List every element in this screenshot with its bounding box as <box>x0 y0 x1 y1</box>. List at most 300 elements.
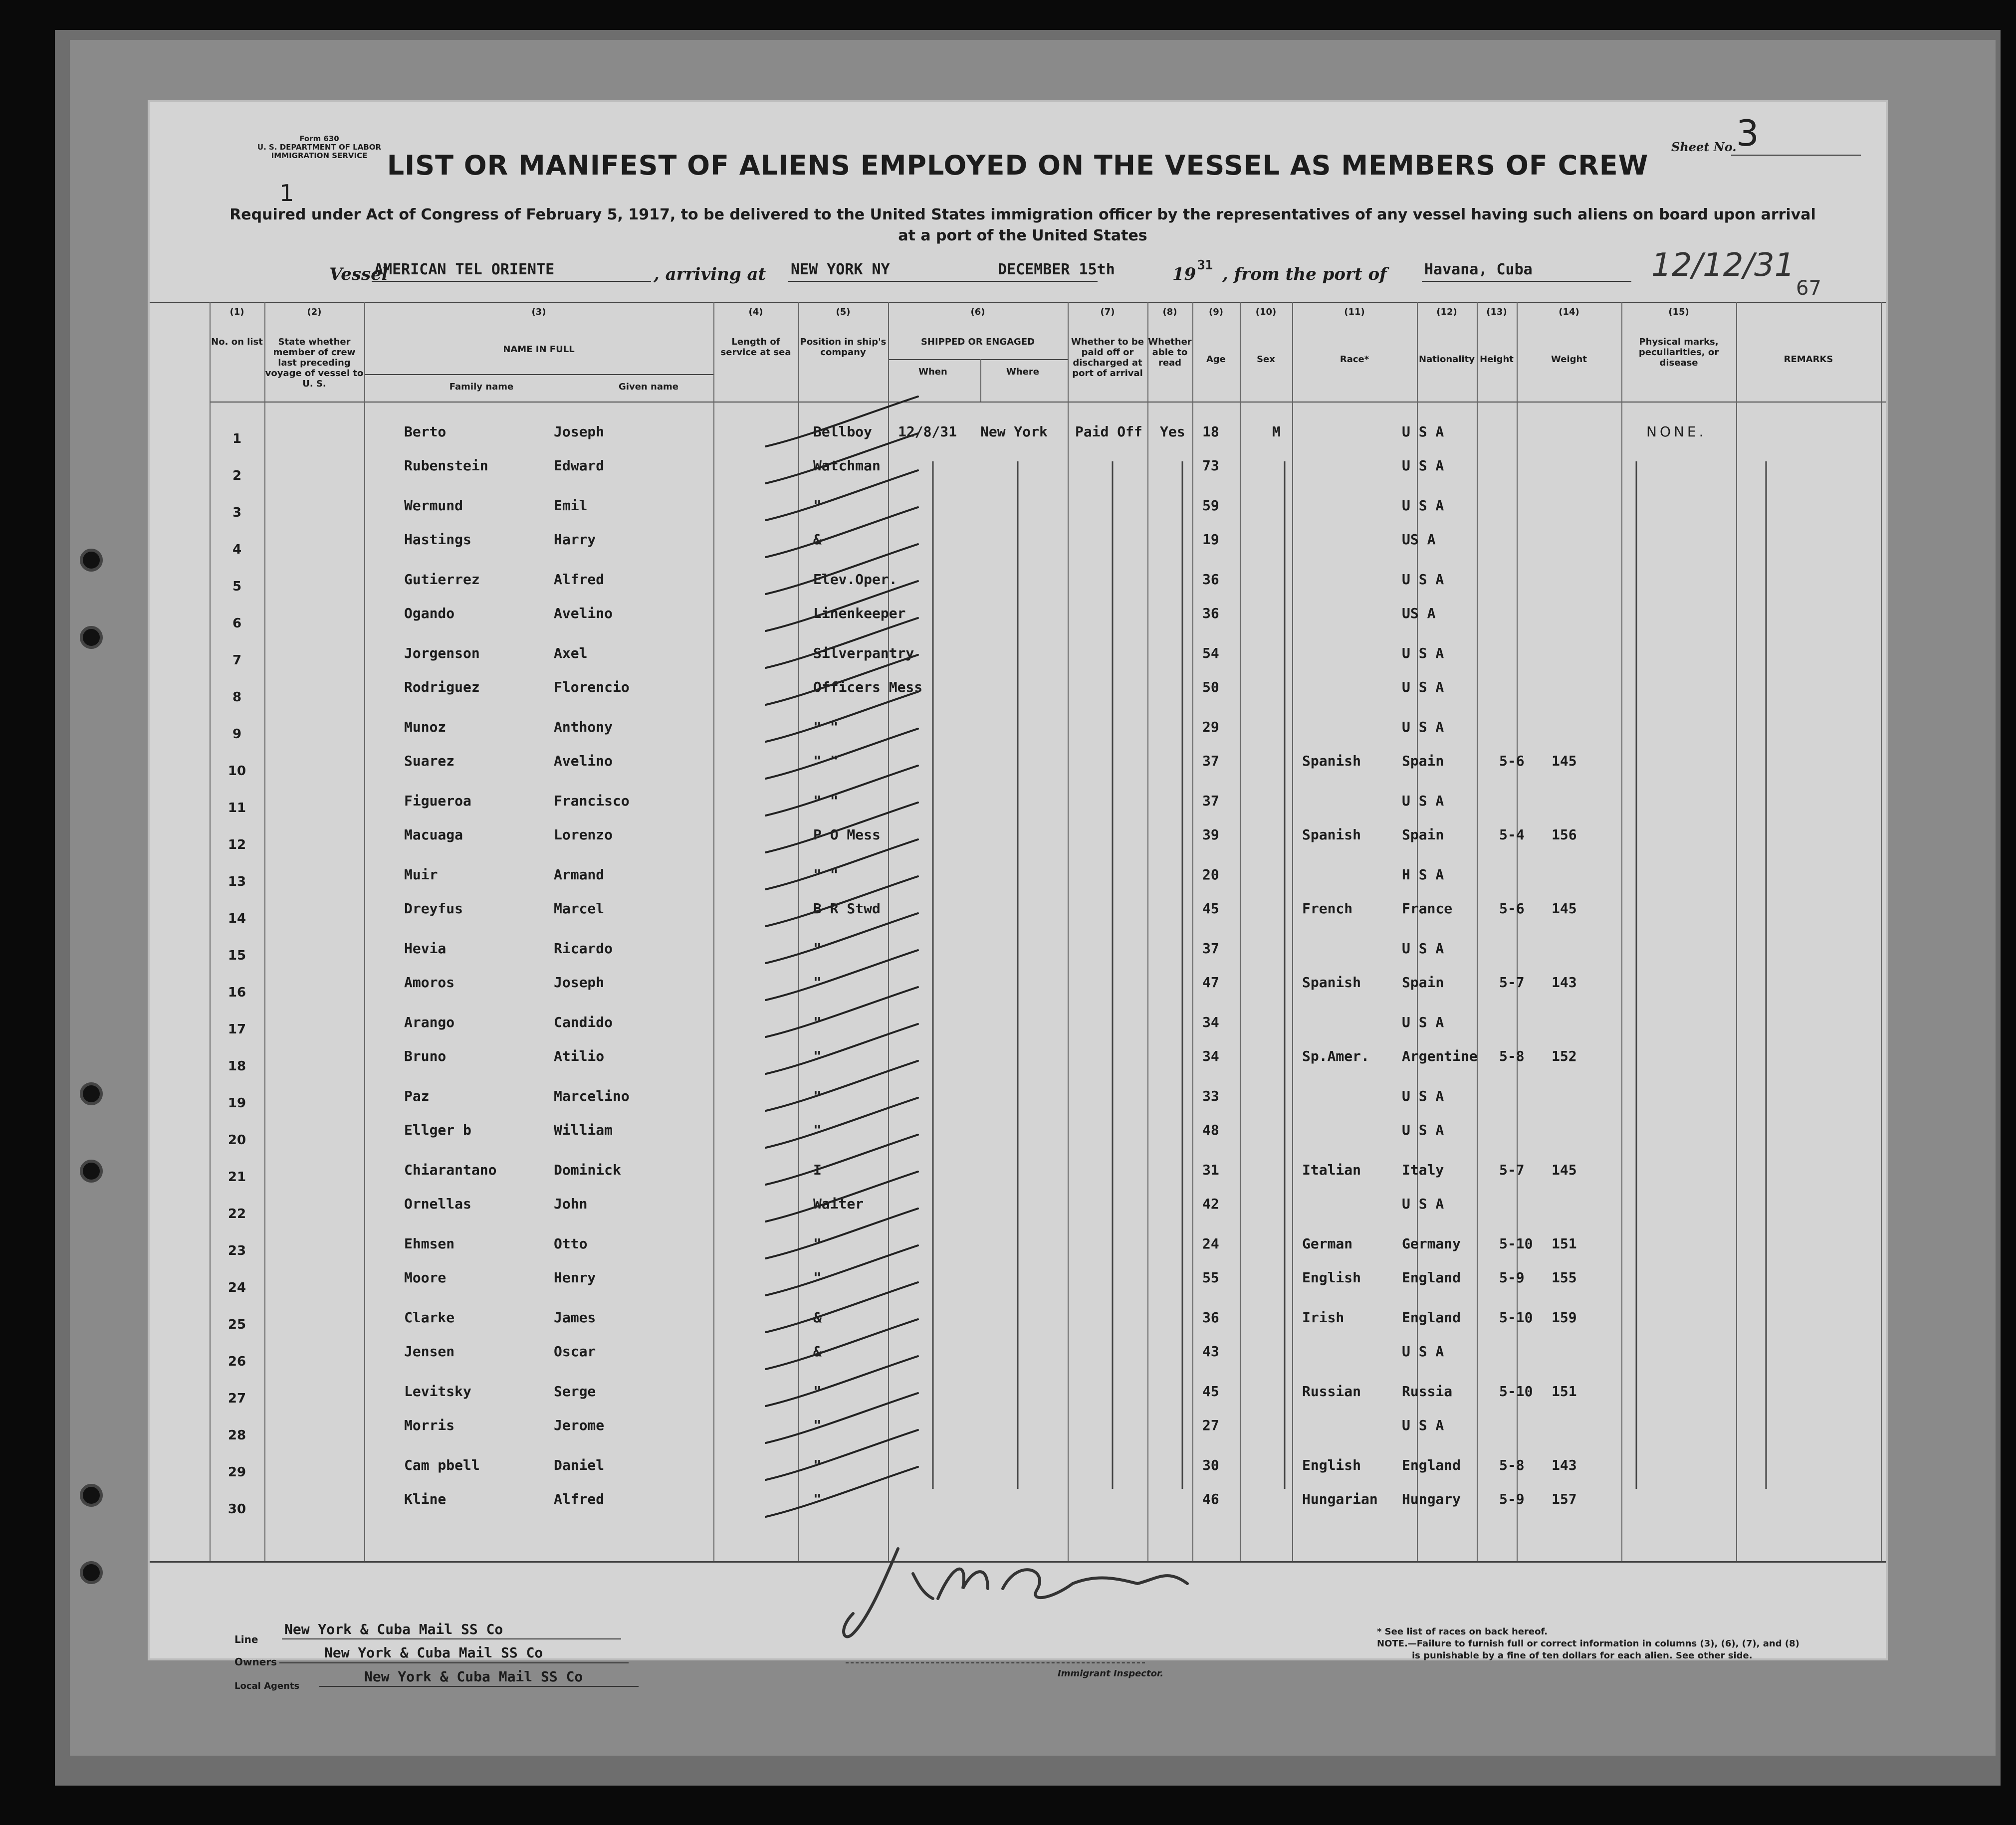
cell-nationality: U S A <box>1402 1343 1444 1360</box>
cell-nationality: U S A <box>1402 1417 1444 1433</box>
cell-given: Dominick <box>554 1162 621 1178</box>
line-label: Line <box>234 1633 258 1645</box>
cell-given: Avelino <box>554 753 613 769</box>
cell-family: Bruno <box>404 1048 447 1064</box>
cell-age: 18 <box>1202 423 1219 440</box>
cell-family: Suarez <box>404 753 455 769</box>
line-underline <box>282 1638 621 1639</box>
cell-height: 5-10 <box>1499 1383 1533 1400</box>
cell-age: 37 <box>1202 793 1219 809</box>
cell-position: I <box>813 1162 822 1178</box>
cell-nationality: Argentine <box>1402 1048 1478 1064</box>
cell-nationality: U S A <box>1402 1088 1444 1104</box>
column-header: Whether to be paid off or discharged at port of arrival <box>1071 337 1144 379</box>
binder-hole <box>80 1561 103 1584</box>
cell-weight: 152 <box>1552 1048 1577 1064</box>
cell-position: " <box>813 940 822 957</box>
cell-age: 30 <box>1202 1457 1219 1473</box>
cell-family: Ogando <box>404 605 455 621</box>
cell-race: English <box>1302 1457 1361 1473</box>
cell-age: 33 <box>1202 1088 1219 1104</box>
cell-position: " <box>813 1457 822 1473</box>
cell-position: B R Stwd <box>813 900 881 917</box>
cell-race: Hungarian <box>1302 1491 1378 1507</box>
cell-nationality: U S A <box>1402 719 1444 735</box>
service: IMMIGRATION SERVICE <box>271 151 368 160</box>
cell-nationality: England <box>1402 1269 1461 1286</box>
column-header: No. on list <box>211 337 263 347</box>
from-port-label: , from the port of <box>1222 264 1387 284</box>
cell-nationality: H S A <box>1402 866 1444 883</box>
cell-given: Joseph <box>554 423 605 440</box>
cell-age: 45 <box>1202 900 1219 917</box>
cell-age: 29 <box>1202 719 1219 735</box>
binder-hole <box>80 626 103 649</box>
cell-family: Levitsky <box>404 1383 471 1400</box>
row-number: 24 <box>227 1280 246 1295</box>
cell-position: " <box>813 1048 822 1064</box>
cell-age: 36 <box>1202 605 1219 621</box>
column-header: Height <box>1480 354 1514 365</box>
year-label: 19 <box>1172 264 1196 284</box>
cell-position: P O Mess <box>813 826 881 843</box>
cell-position: " <box>813 1269 822 1286</box>
column-header: REMARKS <box>1784 354 1833 365</box>
cell-weight: 151 <box>1552 1235 1577 1252</box>
cell-nationality: Spain <box>1402 753 1444 769</box>
column-number: (5) <box>836 307 851 317</box>
column-number: (7) <box>1100 307 1115 317</box>
corner-mark: 1 <box>279 180 294 206</box>
cell-age: 54 <box>1202 645 1219 661</box>
cell-family: Muir <box>404 866 438 883</box>
cell-age: 39 <box>1202 826 1219 843</box>
inspector-label: Immigrant Inspector. <box>1058 1668 1164 1679</box>
binder-hole <box>80 1484 103 1507</box>
cell-race: Sp.Amer. <box>1302 1048 1369 1064</box>
cell-race: English <box>1302 1269 1361 1286</box>
cell-nationality: U S A <box>1402 679 1444 695</box>
cell-height: 5-9 <box>1499 1491 1525 1507</box>
cell-race: Italian <box>1302 1162 1361 1178</box>
column-number: (4) <box>748 307 763 317</box>
row-number: 3 <box>232 505 242 520</box>
cell-family: Hevia <box>404 940 447 957</box>
cell-family: Ellger b <box>404 1122 471 1138</box>
checkmark-stroke <box>766 397 918 446</box>
cell-nationality: U S A <box>1402 423 1444 440</box>
cell-family: Amoros <box>404 974 455 991</box>
column-subheader: Given name <box>619 382 678 392</box>
cell-position: Waiter <box>813 1196 864 1212</box>
row-number: 1 <box>232 431 242 446</box>
column-header: Whether able to read <box>1148 337 1192 368</box>
row-number: 29 <box>227 1465 246 1480</box>
cell-position: Elev.Oper. <box>813 571 897 588</box>
cell-position: " <box>813 1235 822 1252</box>
cell-height: 5-7 <box>1499 1162 1525 1178</box>
cell-age: 27 <box>1202 1417 1219 1433</box>
cell-when: 12/8/31 <box>898 423 957 440</box>
cell-race: Spanish <box>1302 974 1361 991</box>
manifest-page <box>150 102 1886 1691</box>
row-number: 18 <box>227 1059 246 1074</box>
cell-weight: 151 <box>1552 1383 1577 1400</box>
cell-family: Hastings <box>404 531 471 548</box>
cell-nationality: Italy <box>1402 1162 1444 1178</box>
row-number: 25 <box>227 1317 246 1332</box>
column-number: (11) <box>1344 307 1365 317</box>
cell-given: James <box>554 1309 596 1326</box>
inspector-signature <box>838 1529 1287 1658</box>
cell-family: Figueroa <box>404 793 471 809</box>
cell-weight: 145 <box>1552 753 1577 769</box>
row-number: 27 <box>227 1391 246 1406</box>
cell-race: Russian <box>1302 1383 1361 1400</box>
cell-race: Spanish <box>1302 753 1361 769</box>
column-header: Position in ship's company <box>800 337 887 358</box>
cell-height: 5-8 <box>1499 1457 1525 1473</box>
cell-position: Linenkeeper <box>813 605 906 621</box>
cell-age: 55 <box>1202 1269 1219 1286</box>
cell-age: 24 <box>1202 1235 1219 1252</box>
row-number: 16 <box>227 985 246 1000</box>
cell-given: Armand <box>554 866 605 883</box>
cell-height: 5-10 <box>1499 1235 1533 1252</box>
cell-position: " " <box>813 793 839 809</box>
cell-given: Edward <box>554 457 605 474</box>
row-number: 22 <box>227 1207 246 1221</box>
cell-weight: 157 <box>1552 1491 1577 1507</box>
cell-height: 5-9 <box>1499 1269 1525 1286</box>
arriving-port: NEW YORK NY <box>791 261 890 278</box>
column-number: (6) <box>970 307 985 317</box>
form-number: Form 630 <box>299 134 339 143</box>
cell-age: 36 <box>1202 571 1219 588</box>
row-number: 15 <box>227 948 246 963</box>
cell-race: Irish <box>1302 1309 1344 1326</box>
column-header: NAME IN FULL <box>503 344 575 355</box>
column-header: Length of service at sea <box>720 337 791 358</box>
cell-age: 19 <box>1202 531 1219 548</box>
owners-label: Owners <box>234 1656 277 1668</box>
row-number: 28 <box>227 1428 246 1443</box>
footnote-penalty: NOTE.—Failure to furnish full or correct information in columns (3), (6), (7), and (8) <box>1377 1638 1799 1649</box>
cell-position: & <box>813 531 822 548</box>
from-port: Havana, Cuba <box>1424 261 1533 278</box>
cell-nationality: U S A <box>1402 1122 1444 1138</box>
cell-height: 5-10 <box>1499 1309 1533 1326</box>
row-number: 13 <box>227 874 246 889</box>
binder-hole <box>80 1160 103 1183</box>
row-number: 12 <box>227 837 246 852</box>
row-number: 8 <box>232 690 242 705</box>
column-number: (3) <box>531 307 546 317</box>
cell-nationality: U S A <box>1402 940 1444 957</box>
cell-weight: 145 <box>1552 1162 1577 1178</box>
cell-given: Alfred <box>554 571 605 588</box>
row-number: 19 <box>227 1096 246 1111</box>
row-number: 20 <box>227 1133 246 1148</box>
cell-nationality: US A <box>1402 605 1436 621</box>
cell-read: Yes <box>1160 423 1185 440</box>
cell-family: Ornellas <box>404 1196 471 1212</box>
cell-given: Avelino <box>554 605 613 621</box>
cell-race: French <box>1302 900 1353 917</box>
cell-given: Emil <box>554 497 588 514</box>
cell-age: 34 <box>1202 1014 1219 1030</box>
cell-given: Florencio <box>554 679 630 695</box>
arrival-date: DECEMBER 15th <box>998 261 1115 278</box>
row-number: 6 <box>232 616 242 631</box>
cell-nationality: U S A <box>1402 457 1444 474</box>
cell-family: Clarke <box>404 1309 455 1326</box>
cell-family: Morris <box>404 1417 455 1433</box>
cell-race: Spanish <box>1302 826 1361 843</box>
owners-underline <box>279 1662 629 1663</box>
cell-nationality: Hungary <box>1402 1491 1461 1507</box>
cell-position: " <box>813 1088 822 1104</box>
cell-given: Marcelino <box>554 1088 630 1104</box>
cell-nationality: England <box>1402 1309 1461 1326</box>
cell-position: & <box>813 1309 822 1326</box>
manifest-subtitle: Required under Act of Congress of February 5, 1917, to be delivered to the United States immigration officer by the representatives of any vessel having such aliens on board upon arrival at a port of the United States <box>229 206 1816 244</box>
cell-family: Jensen <box>404 1343 455 1360</box>
cell-height: 5-4 <box>1499 826 1525 843</box>
agents-value: New York & Cuba Mail SS Co <box>364 1668 583 1685</box>
cell-position: " <box>813 497 822 514</box>
cell-position: & <box>813 1343 822 1360</box>
column-header: State whether member of crew last preceding voyage of vessel to U. S. <box>265 337 364 389</box>
sheet-no-value: 3 <box>1736 112 1759 154</box>
cell-position: Silverpantry <box>813 645 914 661</box>
cell-position: " " <box>813 719 839 735</box>
cell-weight: 143 <box>1552 974 1577 991</box>
column-header: Sex <box>1257 354 1275 365</box>
cell-height: 5-8 <box>1499 1048 1525 1064</box>
cell-family: Chiarantano <box>404 1162 497 1178</box>
sheet-no-label: Sheet No. <box>1671 140 1737 154</box>
cell-nationality: England <box>1402 1457 1461 1473</box>
cell-position: " " <box>813 753 839 769</box>
cell-age: 47 <box>1202 974 1219 991</box>
column-header: Race* <box>1340 354 1369 365</box>
cell-family: Arango <box>404 1014 455 1030</box>
cell-nationality: Germany <box>1402 1235 1461 1252</box>
cell-given: Alfred <box>554 1491 605 1507</box>
cell-age: 42 <box>1202 1196 1219 1212</box>
row-number: 23 <box>227 1243 246 1258</box>
row-number: 4 <box>232 542 242 557</box>
footnote-races: * See list of races on back hereof. <box>1377 1626 1548 1637</box>
cell-age: 31 <box>1202 1162 1219 1178</box>
cell-given: William <box>554 1122 613 1138</box>
cell-family: Ehmsen <box>404 1235 455 1252</box>
cell-position: " <box>813 1014 822 1030</box>
inspector-underline <box>846 1662 1145 1663</box>
column-header: Physical marks, peculiarities, or disease <box>1638 337 1719 368</box>
column-subheader: When <box>918 367 947 377</box>
cell-nationality: US A <box>1402 531 1436 548</box>
footnote-penalty-2: is punishable by a fine of ten dollars for each alien. See other side. <box>1412 1650 1753 1661</box>
cell-weight: 156 <box>1552 826 1577 843</box>
row-number: 21 <box>227 1170 246 1185</box>
inspector-checkmarks <box>150 102 1886 1658</box>
cell-position: " <box>813 974 822 991</box>
cell-family: Gutierrez <box>404 571 480 588</box>
page-number: 67 <box>1796 277 1821 300</box>
column-number: (14) <box>1559 307 1579 317</box>
cell-weight: 159 <box>1552 1309 1577 1326</box>
cell-height: 5-6 <box>1499 900 1525 917</box>
cell-age: 46 <box>1202 1491 1219 1507</box>
column-number: (13) <box>1486 307 1507 317</box>
row-number: 14 <box>227 911 246 926</box>
column-number: (15) <box>1668 307 1689 317</box>
cell-given: Lorenzo <box>554 826 613 843</box>
cell-paid: Paid Off <box>1075 423 1142 440</box>
owners-value: New York & Cuba Mail SS Co <box>324 1644 543 1661</box>
cell-nationality: Spain <box>1402 974 1444 991</box>
arriving-label: , arriving at <box>654 264 766 284</box>
binder-hole <box>80 1082 103 1105</box>
cell-age: 36 <box>1202 1309 1219 1326</box>
column-header: Age <box>1206 354 1226 365</box>
arrival-year: 31 <box>1197 258 1213 273</box>
column-header: Weight <box>1551 354 1587 365</box>
row-number: 9 <box>232 727 242 742</box>
row-number: 10 <box>227 764 246 779</box>
cell-family: Dreyfus <box>404 900 463 917</box>
agents-label: Local Agents <box>234 1681 300 1691</box>
cell-given: Marcel <box>554 900 605 917</box>
cell-marks: NONE. <box>1646 423 1707 440</box>
cell-age: 59 <box>1202 497 1219 514</box>
cell-given: Ricardo <box>554 940 613 957</box>
cell-position: " <box>813 1417 822 1433</box>
row-number: 7 <box>232 653 242 668</box>
cell-nationality: Russia <box>1402 1383 1453 1400</box>
cell-weight: 145 <box>1552 900 1577 917</box>
cell-given: Joseph <box>554 974 605 991</box>
row-number: 2 <box>232 468 242 483</box>
cell-nationality: U S A <box>1402 571 1444 588</box>
cell-age: 20 <box>1202 866 1219 883</box>
cell-given: Axel <box>554 645 588 661</box>
cell-age: 37 <box>1202 940 1219 957</box>
column-header: SHIPPED OR ENGAGED <box>920 337 1035 347</box>
cell-family: Berto <box>404 423 447 440</box>
column-number: (9) <box>1209 307 1223 317</box>
cell-age: 73 <box>1202 457 1219 474</box>
handwritten-date: 12/12/31 <box>1651 247 1795 284</box>
cell-sex: M <box>1272 423 1281 440</box>
cell-weight: 155 <box>1552 1269 1577 1286</box>
cell-given: Henry <box>554 1269 596 1286</box>
cell-given: Atilio <box>554 1048 605 1064</box>
vessel-name: AMERICAN TEL ORIENTE <box>374 261 555 278</box>
binder-hole <box>80 549 103 572</box>
manifest-title: LIST OR MANIFEST OF ALIENS EMPLOYED ON THE VESSEL AS MEMBERS OF CREW <box>387 150 1649 181</box>
cell-age: 37 <box>1202 753 1219 769</box>
cell-position: Officers Mess <box>813 679 923 695</box>
cell-age: 43 <box>1202 1343 1219 1360</box>
cell-family: Munoz <box>404 719 447 735</box>
cell-given: Jerome <box>554 1417 605 1433</box>
cell-weight: 143 <box>1552 1457 1577 1473</box>
cell-given: Oscar <box>554 1343 596 1360</box>
cell-age: 45 <box>1202 1383 1219 1400</box>
cell-nationality: U S A <box>1402 793 1444 809</box>
cell-position: " " <box>813 866 839 883</box>
cell-position: Bellboy <box>813 423 873 440</box>
cell-family: Paz <box>404 1088 430 1104</box>
cell-family: Cam pbell <box>404 1457 480 1473</box>
column-number: (10) <box>1255 307 1277 317</box>
line-value: New York & Cuba Mail SS Co <box>284 1621 503 1637</box>
row-number: 11 <box>227 801 246 815</box>
cell-nationality: France <box>1402 900 1453 917</box>
cell-given: Daniel <box>554 1457 605 1473</box>
row-number: 30 <box>227 1502 246 1517</box>
cell-family: Moore <box>404 1269 447 1286</box>
cell-family: Rubenstein <box>404 457 488 474</box>
column-subheader: Where <box>1006 367 1039 377</box>
cell-given: John <box>554 1196 588 1212</box>
cell-nationality: Spain <box>1402 826 1444 843</box>
cell-where: New York <box>980 423 1048 440</box>
cell-family: Rodriguez <box>404 679 480 695</box>
cell-position: " <box>813 1383 822 1400</box>
cell-position: Watchman <box>813 457 881 474</box>
cell-family: Wermund <box>404 497 463 514</box>
cell-height: 5-6 <box>1499 753 1525 769</box>
cell-given: Francisco <box>554 793 630 809</box>
cell-given: Serge <box>554 1383 596 1400</box>
cell-height: 5-7 <box>1499 974 1525 991</box>
column-number: (12) <box>1436 307 1457 317</box>
column-subheader: Family name <box>449 382 514 392</box>
cell-age: 34 <box>1202 1048 1219 1064</box>
cell-nationality: U S A <box>1402 645 1444 661</box>
vessel-label: Vessel <box>329 264 388 284</box>
row-number: 26 <box>227 1354 246 1369</box>
agents-underline <box>319 1686 639 1687</box>
cell-family: Macuaga <box>404 826 463 843</box>
cell-age: 48 <box>1202 1122 1219 1138</box>
cell-given: Harry <box>554 531 596 548</box>
cell-position: " <box>813 1491 822 1507</box>
cell-family: Kline <box>404 1491 447 1507</box>
cell-position: " <box>813 1122 822 1138</box>
column-number: (2) <box>307 307 322 317</box>
cell-nationality: U S A <box>1402 497 1444 514</box>
column-header: Nationality <box>1419 354 1475 365</box>
cell-given: Otto <box>554 1235 588 1252</box>
department: U. S. DEPARTMENT OF LABOR <box>257 143 382 152</box>
row-number: 17 <box>227 1022 246 1037</box>
cell-given: Candido <box>554 1014 613 1030</box>
column-number: (8) <box>1162 307 1177 317</box>
column-number: (1) <box>229 307 244 317</box>
cell-race: German <box>1302 1235 1353 1252</box>
cell-nationality: U S A <box>1402 1196 1444 1212</box>
cell-family: Jorgenson <box>404 645 480 661</box>
row-number: 5 <box>232 579 242 594</box>
cell-age: 50 <box>1202 679 1219 695</box>
cell-nationality: U S A <box>1402 1014 1444 1030</box>
cell-given: Anthony <box>554 719 613 735</box>
